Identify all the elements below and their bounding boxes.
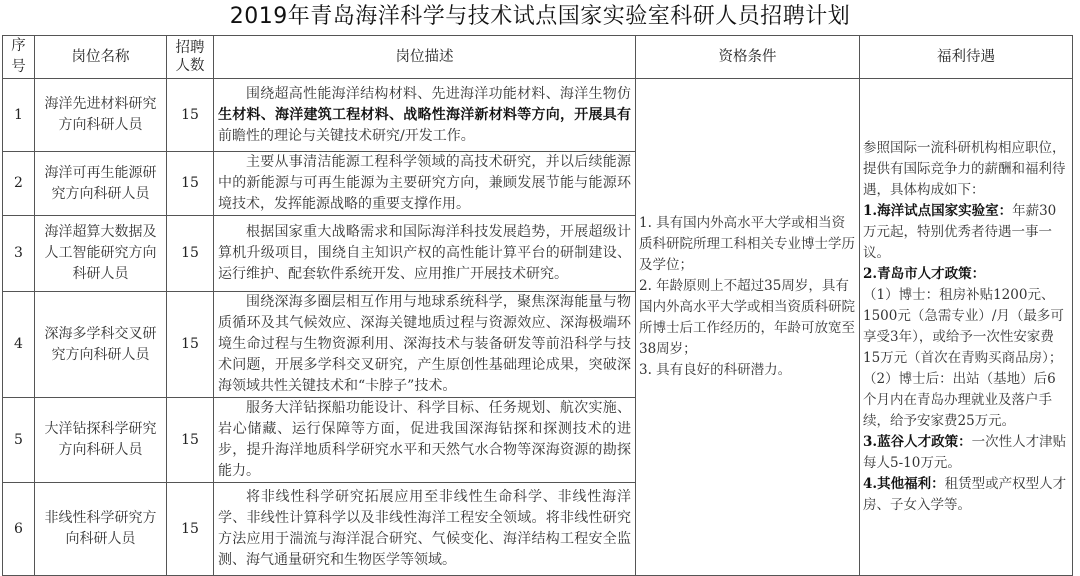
qualification-item: 2. 年龄原则上不超过35周岁，具有国内外高水平大学或相当资质科研院所博士后工作经历的，年龄可放宽至38周岁；	[639, 278, 855, 357]
benefit-item: 1.海洋试点国家实验室：年薪30万元起，特别优秀者待遇一事一议。	[863, 203, 1057, 261]
row-description: 围绕深海多圈层相互作用与地球系统科学，聚焦深海能量与物质循环及其气候效应、深海关键地质过程与资源效应、深海极端环境生命过程与生物资源利用、深海技术与装备研发等前沿科学与技术问题，开展多学科交叉研究，产生原创性基础理论成果，突破深海领域共性关键技术和“卡脖子”技术。	[214, 292, 636, 398]
recruitment-table	[2, 35, 1073, 576]
desc-text: 前瞻性的理论与关键技术研究/开发工作。	[218, 127, 475, 144]
row-count: 15	[167, 216, 214, 292]
header-index: 序号	[3, 36, 35, 79]
header-qualifications: 资格条件	[636, 36, 860, 79]
benefit-item: （1）博士：租房补贴1200元、1500元（急需专业）/月（最多可享受3年），或给予一次性安家费15万元（首次在青购买商品房）；	[863, 287, 1064, 366]
qualifications-cell	[636, 79, 860, 576]
row-position: 海洋超算大数据及人工智能研究方向科研人员	[35, 216, 167, 292]
page-title: 2019年青岛海洋科学与技术试点国家实验室科研人员招聘计划	[229, 4, 851, 29]
row-description: 将非线性科学研究拓展应用至非线性生命科学、非线性海洋学、非线性计算科学以及非线性海洋工程安全领域。将非线性研究方法应用于湍流与海洋混合研究、气候变化、海洋结构工程安全监测、海气通量研究和生物医学等领域。	[214, 483, 636, 576]
row-index: 3	[3, 216, 35, 292]
row-count: 15	[167, 483, 214, 576]
row-count: 15	[167, 292, 214, 398]
row-index: 6	[3, 483, 35, 576]
qualification-item: 1. 具有国内外高水平大学或相当资质科研院所理工科相关专业博士学历及学位；	[639, 215, 855, 273]
benefits-cell	[860, 79, 1073, 576]
desc-bold-text: 生材料、海洋建筑工程材料、战略性海洋新材料等方向，开展具有	[218, 106, 631, 123]
header-benefits: 福利待遇	[860, 36, 1073, 79]
row-description	[214, 79, 636, 152]
benefits-intro: 参照国际一流科研机构相应职位，提供有国际竞争力的薪酬和福利待遇，具体构成如下：	[863, 140, 1066, 198]
row-description: 根据国家重大战略需求和国际海洋科技发展趋势，开展超级计算机升级项目，围绕自主知识产权的高性能计算平台的研制建设、运行维护、配套软件系统开发、应用推广开展技术研究。	[214, 216, 636, 292]
row-index: 1	[3, 79, 35, 152]
desc-text: 围绕超高性能海洋结构材料、先进海洋功能材料、海洋生物仿	[246, 85, 631, 102]
qualification-item: 3. 具有良好的科研潜力。	[639, 362, 792, 378]
row-count: 15	[167, 79, 214, 152]
row-index: 2	[3, 152, 35, 216]
row-position: 非线性科学研究方向科研人员	[35, 483, 167, 576]
table-row	[3, 79, 1073, 152]
row-position: 大洋钻探科学研究方向科研人员	[35, 398, 167, 483]
row-position: 深海多学科交叉研究方向科研人员	[35, 292, 167, 398]
row-position: 海洋可再生能源研究方向科研人员	[35, 152, 167, 216]
header-description: 岗位描述	[214, 36, 636, 79]
row-count: 15	[167, 398, 214, 483]
benefit-item: 3.蓝谷人才政策：一次性人才津贴每人5-10万元。	[863, 434, 1067, 471]
header-count: 招聘人数	[167, 36, 214, 79]
header-row	[3, 36, 1073, 79]
row-description: 服务大洋钻探船功能设计、科学目标、任务规划、航次实施、岩心储藏、运行保障等方面，促进我国深海钻探和探测技术的进步，提升海洋地质科学研究水平和天然气水合物等深海资源的勘探能力。	[214, 398, 636, 483]
row-position: 海洋先进材料研究方向科研人员	[35, 79, 167, 152]
header-position: 岗位名称	[35, 36, 167, 79]
benefit-item: （2）博士后：出站（基地）后6个月内在青岛办理就业及落户手续，给予安家费25万元。	[863, 371, 1056, 429]
row-description: 主要从事清洁能源工程科学领域的高技术研究，并以后续能源中的新能源与可再生能源为主要研究方向，兼顾发展节能与能源环境技术，发挥能源战略的重要支撑作用。	[214, 152, 636, 216]
benefit-item: 2.青岛市人才政策：	[863, 266, 986, 282]
row-count: 15	[167, 152, 214, 216]
row-index: 5	[3, 398, 35, 483]
row-index: 4	[3, 292, 35, 398]
benefit-item: 4.其他福利：租赁型或产权型人才房、子女入学等。	[863, 476, 1067, 513]
